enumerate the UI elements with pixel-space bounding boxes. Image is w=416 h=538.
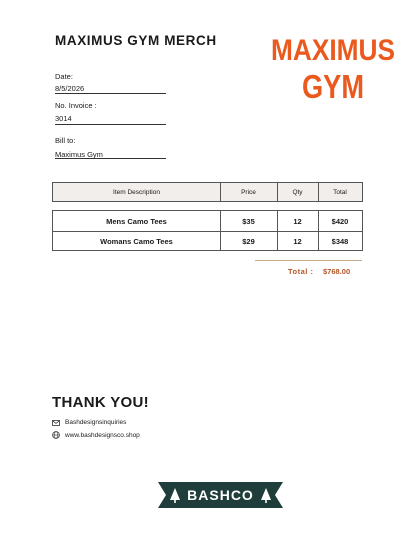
invoice-underline xyxy=(55,124,166,125)
maximus-gym-logo xyxy=(270,30,396,105)
total-label: Total : xyxy=(288,267,314,276)
table-header xyxy=(52,182,363,202)
globe-icon xyxy=(52,431,60,439)
item-total: $420 xyxy=(331,216,349,226)
invoice-label: No. Invoice : xyxy=(55,101,97,110)
bill-to-value: Maximus Gym xyxy=(55,150,103,159)
item-price: $35 xyxy=(242,216,255,226)
date-underline xyxy=(55,93,166,94)
item-price: $29 xyxy=(242,236,255,246)
item-description: Womans Camo Tees xyxy=(100,236,173,246)
badge-text: BASHCO xyxy=(187,487,254,503)
header-qty: Qty xyxy=(292,188,303,196)
date-label: Date: xyxy=(55,72,73,81)
item-description: Mens Camo Tees xyxy=(106,216,167,226)
total-value: $768.00 xyxy=(323,267,351,276)
table-row xyxy=(53,231,362,251)
website-contact xyxy=(52,431,140,439)
document-title: MAXIMUS GYM MERCH xyxy=(55,33,217,48)
header-price: Price xyxy=(241,188,256,196)
email-contact xyxy=(52,419,126,426)
logo-line-1: MAXIMUS xyxy=(271,34,395,67)
header-total: Total xyxy=(333,188,347,196)
email-text: Bashdesignsinquiries xyxy=(65,419,127,426)
bashco-badge xyxy=(158,482,283,508)
header-description: Item Description xyxy=(113,188,160,196)
mail-icon xyxy=(52,420,60,426)
thank-you-heading: THANK YOU! xyxy=(52,394,149,411)
total-divider xyxy=(255,260,362,261)
date-value: 8/5/2026 xyxy=(55,84,85,93)
table-row xyxy=(53,211,362,231)
invoice-value: 3014 xyxy=(55,114,72,123)
bill-to-label: Bill to: xyxy=(55,136,76,145)
item-total: $348 xyxy=(331,236,349,246)
logo-line-2: GYM xyxy=(302,68,364,105)
website-text: www.bashdesignsco.shop xyxy=(65,431,140,439)
bill-to-underline xyxy=(55,158,166,159)
table-body xyxy=(52,210,363,251)
item-qty: 12 xyxy=(293,216,302,226)
item-qty: 12 xyxy=(293,236,302,246)
